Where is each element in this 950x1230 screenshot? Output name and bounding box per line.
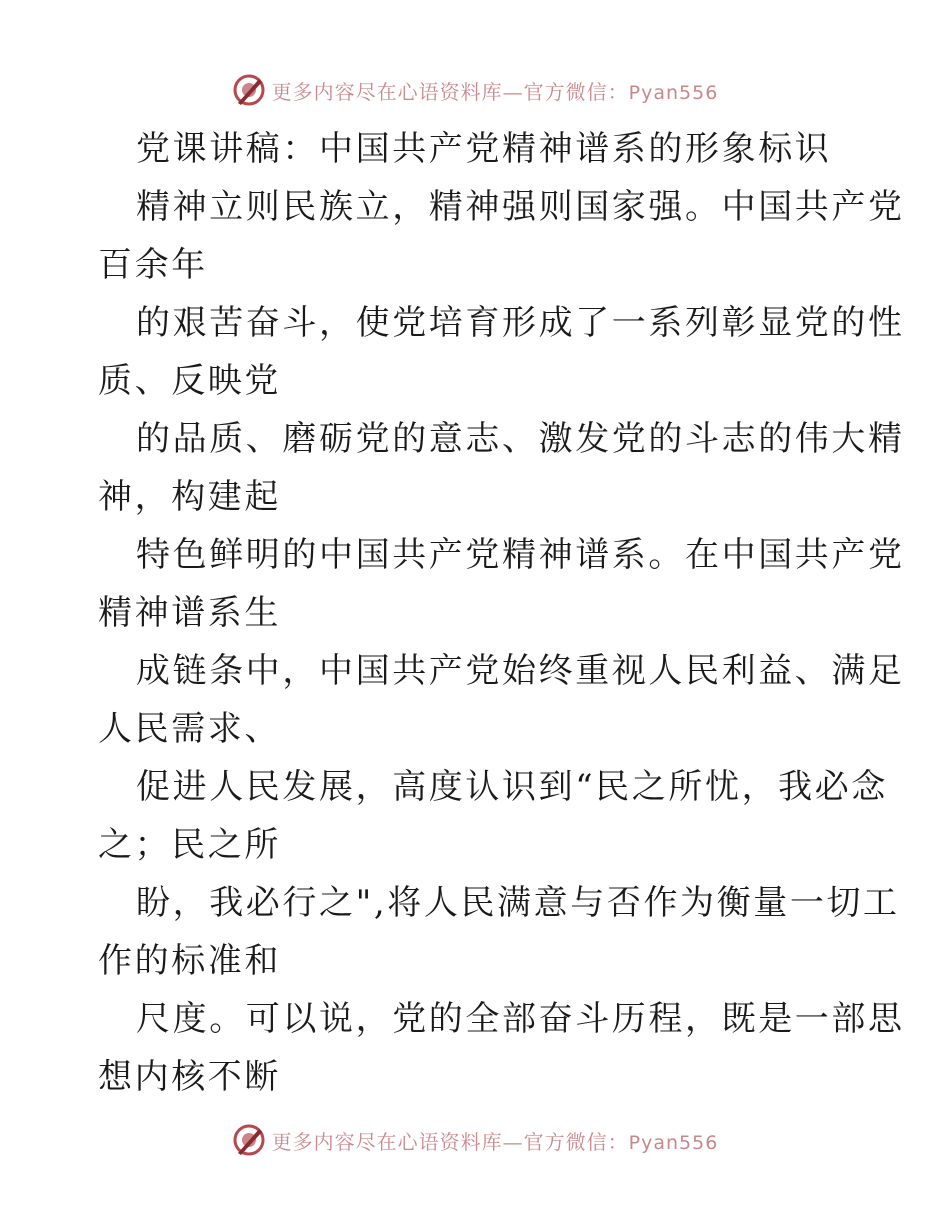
paragraph-line: 盼，我必行之",将人民满意与否作为衡量一切工 [136,883,900,923]
document-body [98,120,905,1106]
paragraph-line: 想内核不断 [98,1057,281,1097]
paragraph-line: 尺度。可以说，党的全部奋斗历程，既是一部思 [136,999,905,1039]
document-title: 党课讲稿：中国共产党精神谱系的形象标识 [136,129,832,169]
paragraph-line: 人民需求、 [98,709,281,749]
paragraph-line: 的品质、磨砺党的意志、激发党的斗志的伟大精 [136,419,905,459]
banner-text: 更多内容尽在心语资料库—官方微信：Pyan556 [271,79,719,104]
paragraph-line: 特色鲜明的中国共产党精神谱系。在中国共产党 [136,535,905,575]
paragraph-line: 促进人民发展，高度认识到“民之所忧，我必念 [136,767,888,807]
paragraph-line: 神，构建起 [98,477,281,517]
header-watermark-banner [0,70,950,110]
paragraph-line: 的艰苦奋斗，使党培育形成了一系列彰显党的性 [136,303,905,343]
footer-watermark-banner [0,1120,950,1160]
paragraph-line: 成链条中，中国共产党始终重视人民利益、满足 [136,651,905,691]
paragraph-line: 百余年 [98,245,208,285]
paragraph-line: 精神谱系生 [98,593,281,633]
banner-text: 更多内容尽在心语资料库—官方微信：Pyan556 [271,1129,719,1154]
pen-circle-logo-icon [232,1123,266,1157]
paragraph-line: 质、反映党 [98,361,281,401]
paragraph-line: 精神立则民族立，精神强则国家强。中国共产党 [136,187,905,227]
paragraph-line: 作的标准和 [98,941,281,981]
paragraph-line: 之；民之所 [98,825,281,865]
pen-circle-logo-icon [232,73,266,107]
